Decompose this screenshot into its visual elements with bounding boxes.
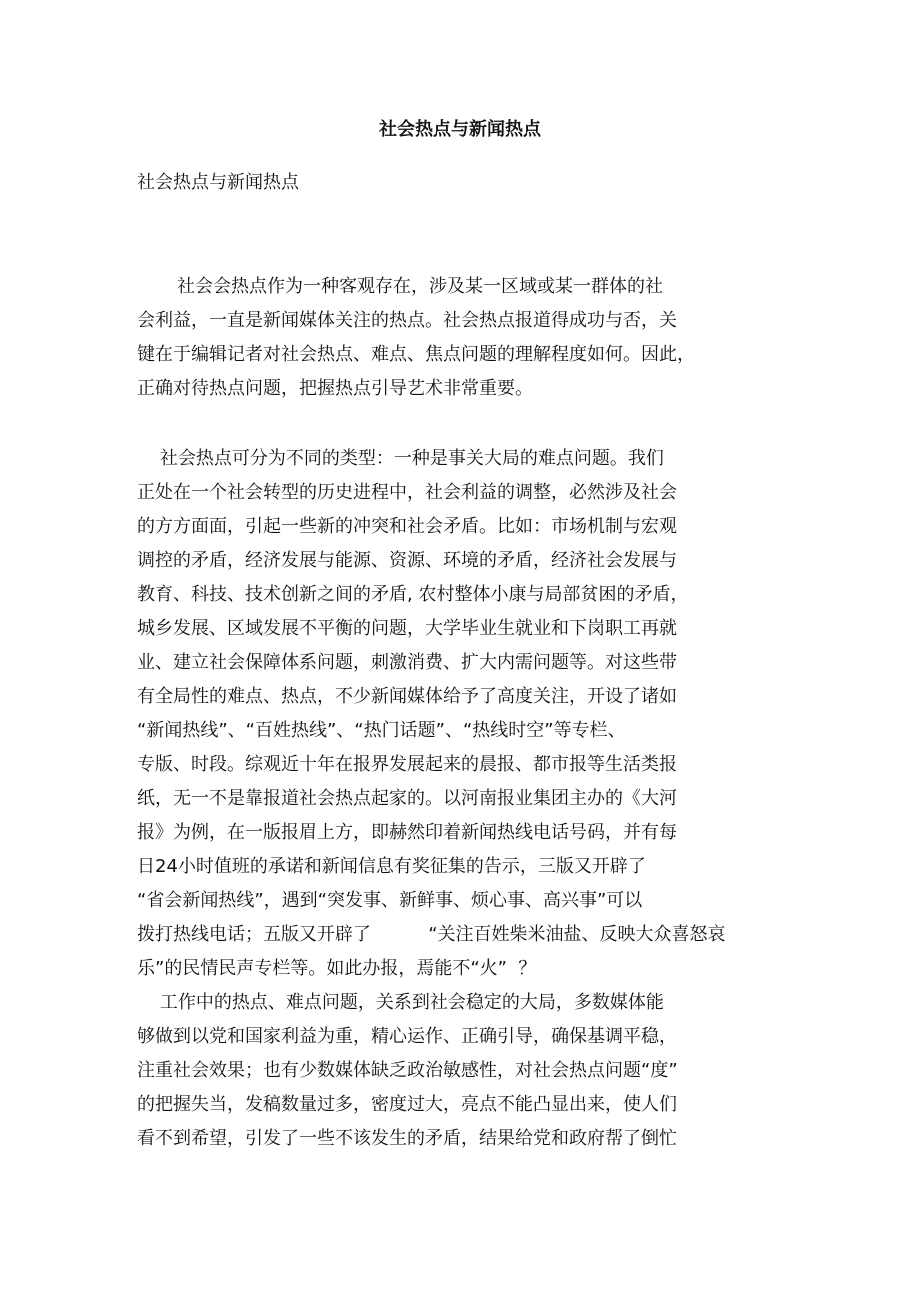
body-line: 调控的矛盾，经济发展与能源、资源、环境的矛盾，经济社会发展与 (137, 550, 677, 571)
body-line: 业、建立社会保障体系问题，刺激消费、扩大内需问题等。对这些带 (137, 652, 677, 673)
body-line: 日24小时值班的承诺和新闻信息有奖征集的告示，三版又开辟了 (137, 856, 646, 877)
body-line: 的方方面面，引起一些新的冲突和社会矛盾。比如：市场机制与宏观 (137, 516, 677, 537)
body-line: 工作中的热点、难点问题，关系到社会稳定的大局，多数媒体能 (137, 992, 664, 1013)
body-line: 正处在一个社会转型的历史进程中，社会利益的调整，必然涉及社会 (137, 482, 677, 503)
body-line: 会利益，一直是新闻媒体关注的热点。社会热点报道得成功与否，关 (137, 310, 677, 331)
body-line: 的把握失当，发稿数量过多，密度过大，亮点不能凸显出来，使人们 (137, 1094, 677, 1115)
body-line: 教育、科技、技术创新之间的矛盾, 农村整体小康与局部贫困的矛盾， (137, 584, 689, 605)
body-line: 正确对待热点问题，把握热点引导艺术非常重要。 (137, 378, 533, 399)
body-line: 有全局性的难点、热点，不少新闻媒体给予了高度关注，开设了诸如 (137, 686, 677, 707)
document-title: 社会热点与新闻热点 (379, 119, 541, 140)
body-line: 键在于编辑记者对社会热点、难点、焦点问题的理解程度如何。因此， (137, 344, 695, 365)
document-subtitle: 社会热点与新闻热点 (137, 172, 299, 193)
body-line: 拨打热线电话；五版又开辟了 “关注百姓柴米油盐、反映大众喜怒哀 (137, 924, 726, 945)
body-line: 城乡发展、区域发展不平衡的问题，大学毕业生就业和下岗职工再就 (137, 618, 677, 639)
body-line: 社会会热点作为一种客观存在，涉及某一区域或某一群体的社 (137, 276, 664, 297)
body-line: 看不到希望，引发了一些不该发生的矛盾，结果给党和政府帮了倒忙 (137, 1128, 677, 1149)
body-line: “省会新闻热线”，遇到“突发事、新鲜事、烦心事、高兴事”可以 (137, 890, 643, 911)
body-line: 社会热点可分为不同的类型：一种是事关大局的难点问题。我们 (137, 448, 664, 469)
body-line: 够做到以党和国家利益为重，精心运作、正确引导，确保基调平稳， (137, 1026, 677, 1047)
body-line: 乐”的民情民声专栏等。如此办报，焉能不“火” ？ (137, 958, 537, 979)
body-line: 专版、时段。综观近十年在报界发展起来的晨报、都市报等生活类报 (137, 754, 677, 775)
body-line: 注重社会效果；也有少数媒体缺乏政治敏感性，对社会热点问题“度” (137, 1060, 678, 1081)
body-line: “新闻热线”、“百姓热线”、“热门话题”、“热线时空”等专栏、 (137, 720, 626, 741)
body-line: 报》为例，在一版报眉上方，即赫然印着新闻热线电话号码，并有每 (137, 822, 677, 843)
body-line: 纸，无一不是靠报道社会热点起家的。以河南报业集团主办的《大河 (137, 788, 677, 809)
